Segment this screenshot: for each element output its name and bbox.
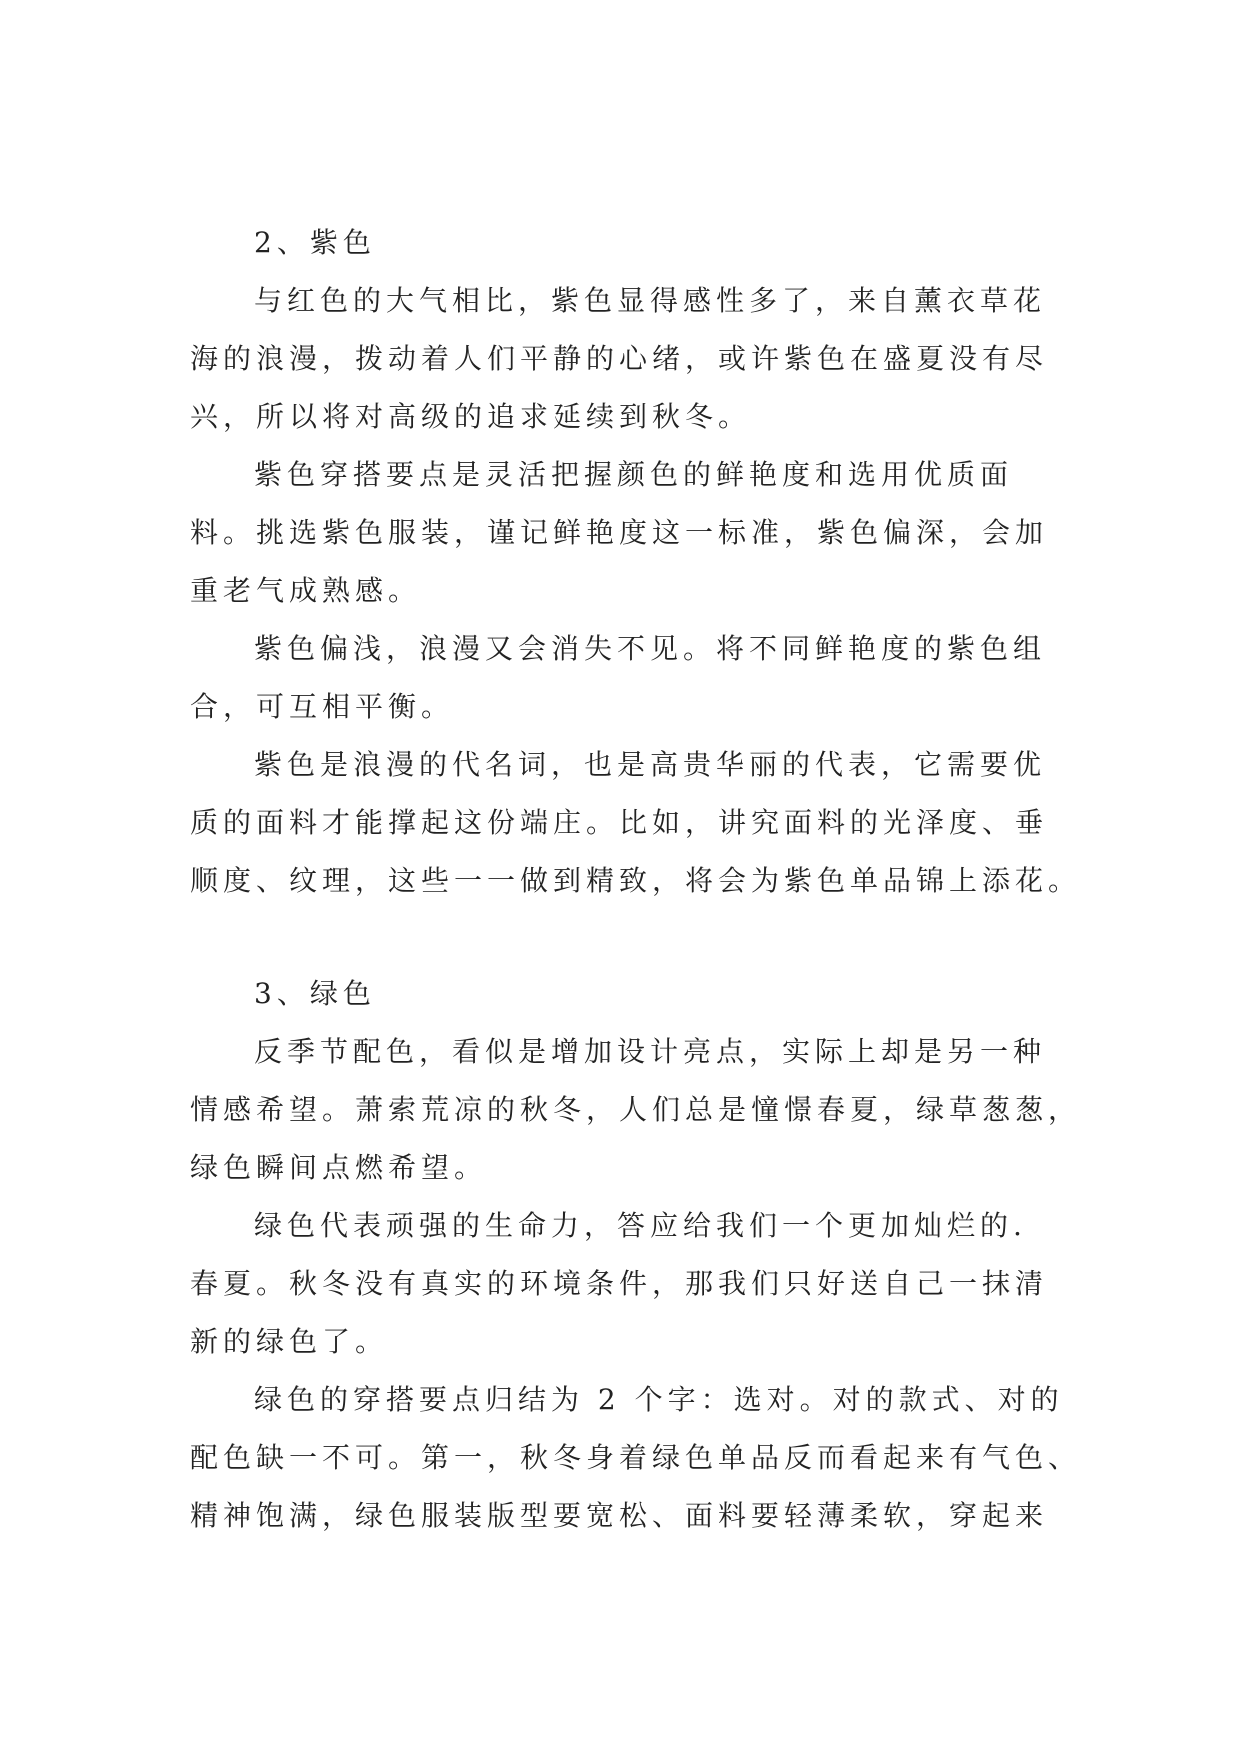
section-purple <box>190 214 1082 910</box>
section-heading-green: 3、绿色 <box>254 977 376 1010</box>
paragraph-line: 料。挑选紫色服装，谨记鲜艳度这一标准，紫色偏深，会加 <box>190 516 1049 549</box>
paragraph-line: 紫色偏浅，浪漫又会消失不见。将不同鲜艳度的紫色组 <box>254 632 1047 665</box>
paragraph-line: 兴，所以将对高级的追求延续到秋冬。 <box>190 400 752 433</box>
section-green <box>190 965 1082 1545</box>
paragraph-line: 情感希望。萧索荒凉的秋冬，人们总是憧憬春夏，绿草葱葱， <box>190 1093 1082 1126</box>
paragraph-line: 绿色瞬间点燃希望。 <box>190 1151 488 1184</box>
paragraph-line: 海的浪漫，拨动着人们平静的心绪，或许紫色在盛夏没有尽 <box>190 342 1049 375</box>
paragraph-line: 绿色代表顽强的生命力，答应给我们一个更加灿烂的. <box>254 1209 1027 1242</box>
paragraph-line: 与红色的大气相比，紫色显得感性多了，来自薰衣草花 <box>254 284 1047 317</box>
paragraph-line: 重老气成熟感。 <box>190 574 422 607</box>
section-heading-purple: 2、紫色 <box>254 226 376 259</box>
paragraph-line: 配色缺一不可。第一，秋冬身着绿色单品反而看起来有气色、 <box>190 1441 1082 1474</box>
paragraph-line: 精神饱满，绿色服装版型要宽松、面料要轻薄柔软，穿起来 <box>190 1499 1049 1532</box>
paragraph-line: 顺度、纹理，这些一一做到精致，将会为紫色单品锦上添花。 <box>190 864 1082 897</box>
paragraph-line: 质的面料才能撑起这份端庄。比如，讲究面料的光泽度、垂 <box>190 806 1049 839</box>
paragraph-line: 紫色是浪漫的代名词，也是高贵华丽的代表，它需要优 <box>254 748 1047 781</box>
paragraph-line: 合，可互相平衡。 <box>190 690 455 723</box>
paragraph-line: 紫色穿搭要点是灵活把握颜色的鲜艳度和选用优质面 <box>254 458 1014 491</box>
paragraph-line: 绿色的穿搭要点归结为 2 个字：选对。对的款式、对的 <box>254 1383 1064 1416</box>
paragraph-line: 新的绿色了。 <box>190 1325 389 1358</box>
paragraph-line: 春夏。秋冬没有真实的环境条件，那我们只好送自己一抹清 <box>190 1267 1049 1300</box>
paragraph-line: 反季节配色，看似是增加设计亮点，实际上却是另一种 <box>254 1035 1047 1068</box>
